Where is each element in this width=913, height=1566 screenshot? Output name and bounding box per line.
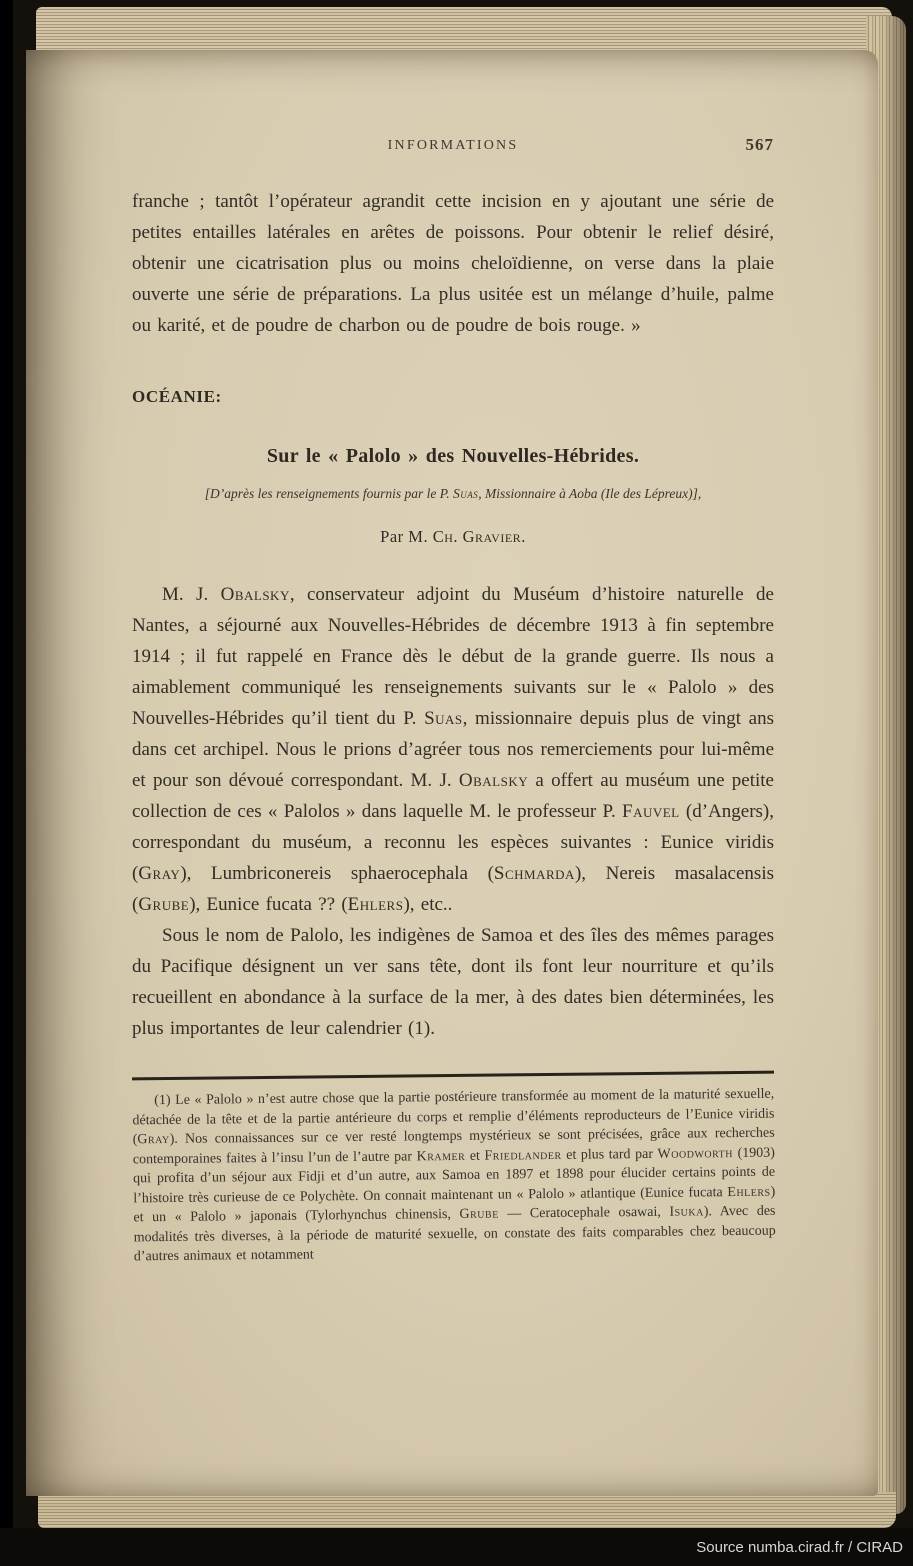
page-edges-top <box>36 7 892 55</box>
body-paragraph-1: M. J. Obalsky, conservateur adjoint du Muséum d’histoire naturelle de Nantes, a séjourné aux Nouvelles-Hébrides de décembre 1913 à fin septembre 1914 ; il fut rappelé en France dès le début de la grande guerre. Ils nous a aimablement communiqué les renseignements suivants sur le « Palolo » des Nouvelles-Hébrides qu’il tient du P. Suas, missionnaire depuis plus de vingt ans dans cet archipel. Nous le prions d’agréer tous nos remerciements pour lui-même et pour son dévoué correspondant. M. J. Obalsky a offert au muséum une petite collection de ces « Palolos » dans laquelle M. le professeur P. Fauvel (d’Angers), correspondant du muséum, a reconnu les espèces suivantes : Eunice viridis (Gray), Lumbriconereis sphaerocephala (Schmarda), Nereis masalacensis (Grube), Eunice fucata ?? (Ehlers), etc.. <box>132 584 775 915</box>
page-number: 567 <box>745 135 774 154</box>
book-page <box>26 50 878 1496</box>
article-title: Sur le « Palolo » des Nouvelles-Hébrides. <box>266 445 640 467</box>
body-paragraph-2: Sous le nom de Palolo, les indigènes de Samoa et des îles des mêmes parages du Pacifique désignent un ver sans tête, dont ils font leur nourriture et qu’ils recueillent en abondance à la surface de la mer, à des dates bien déterminées, les plus importantes de leur calendrier (1). <box>132 925 774 1039</box>
footnote-rule <box>132 1071 774 1081</box>
byline: Par M. Ch. Gravier. <box>380 527 526 546</box>
bottom-bar <box>0 1528 913 1566</box>
footnote: (1) Le « Palolo » n’est autre chose que la partie postérieure transformée au moment de la maturité sexuelle, détachée de la tête et de la partie antérieure du corps et remplie d’éléments reproducteurs de l’Eunice viridis (Gray). Nos connaissances sur ce ver resté longtemps mystérieux se sont précisées, grâce aux recherches contemporaines faites à l’insu l’un de l’autre par Kramer et Friedlander et plus tard par Woodworth (1903) qui profita d’un séjour aux Fidji et d’un autre, aux Samoa en 1897 et 1898 pour élucider certains points de l’histoire très curieuse de ce Polychète. On connait maintenant un « Palolo » atlantique (Eunice fucata Ehlers) et un « Palolo » japonais (Tylorhynchus chinensis, Grube — Ceratocephale osawai, Isuka). Avec des modalités très diverses, à la période de maturité sexuelle, on constate des faits comparables chez beaucoup d’autres animaux et notamment <box>132 1086 776 1265</box>
running-title: INFORMATIONS <box>387 138 519 153</box>
source-credit: Source numba.cirad.fr / CIRAD <box>696 1538 903 1556</box>
footnote-block <box>132 1071 776 1267</box>
page-content <box>26 50 878 1264</box>
running-head <box>132 135 774 154</box>
section-heading: OCÉANIE: <box>132 387 222 406</box>
intro-paragraph: franche ; tantôt l’opérateur agrandit cette incision en y ajoutant une série de petites entailles latérales en arêtes de poissons. Pour obtenir le relief désiré, obtenir une cicatrisation plus ou moins cheloïdienne, on verse dans la plaie ouverte une série de préparations. La plus usitée est un mélange d’huile, palme ou karité, et de poudre de charbon ou de poudre de bois rouge. » <box>132 191 774 336</box>
page-edges-bottom <box>38 1492 896 1528</box>
attribution-note: [D’après les renseignements fournis par le P. Suas, Missionnaire à Aoba (Ile des Lépreux)], <box>204 486 702 501</box>
book-spine <box>0 0 13 1566</box>
